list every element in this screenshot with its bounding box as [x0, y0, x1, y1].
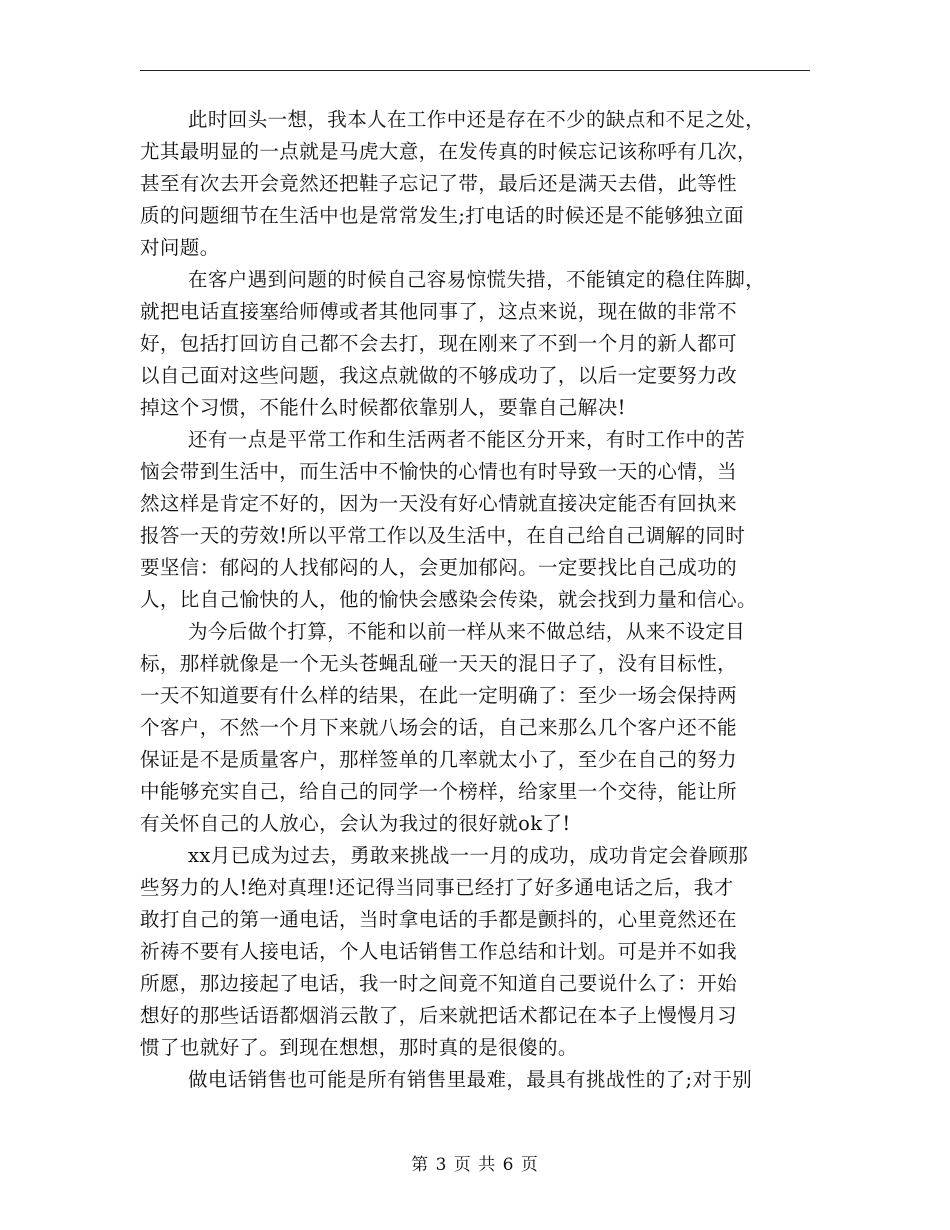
- text-line: 些努力的人!绝对真理!还记得当同事已经打了好多通电话之后，我才: [140, 876, 734, 899]
- text-line: 敢打自己的第一通电话，当时拿电话的手都是颤抖的，心里竟然还在: [140, 908, 738, 931]
- text-line: 以自己面对这些问题，我这点就做的不够成功了，以后一定要努力改: [140, 364, 738, 387]
- text-line: 中能够充实自己，给自己的同学一个榜样，给家里一个交待，能让所: [140, 780, 738, 803]
- header-rule: [140, 70, 810, 71]
- text-line: xx月已成为过去，勇敢来挑战一一月的成功，成功肯定会眷顾那: [188, 844, 749, 867]
- text-line: 个客户，不然一个月下来就八场会的话，自己来那么几个客户还不能: [140, 716, 738, 739]
- text-line: 在客户遇到问题的时候自己容易惊慌失措，不能镇定的稳住阵脚，: [188, 268, 766, 291]
- text-line: 此时回头一想，我本人在工作中还是存在不少的缺点和不足之处，: [188, 108, 766, 131]
- text-line: 人，比自己愉快的人，他的愉快会感染会传染，就会找到力量和信心。: [140, 588, 757, 611]
- text-line: 还有一点是平常工作和生活两者不能区分开来，有时工作中的苦: [188, 428, 746, 451]
- text-line: 报答一天的劳效!所以平常工作以及生活中，在自己给自己调解的同时: [140, 524, 746, 547]
- text-line: 就把电话直接塞给师傅或者其他同事了，这点来说，现在做的非常不: [140, 300, 738, 323]
- text-line: 质的问题细节在生活中也是常常发生;打电话的时候还是不能够独立面: [140, 204, 744, 227]
- text-line: 尤其最明显的一点就是马虎大意，在发传真的时候忘记该称呼有几次，: [140, 140, 757, 163]
- text-line: 惯了也就好了。到现在想想，那时真的是很傻的。: [140, 1036, 578, 1059]
- text-line: 一天不知道要有什么样的结果，在此一定明确了：至少一场会保持两: [140, 684, 738, 707]
- text-line: 要坚信：郁闷的人找郁闷的人，会更加郁闷。一定要找比自己成功的: [140, 556, 738, 579]
- text-line: 好，包括打回访自己都不会去打，现在刚来了不到一个月的新人都可: [140, 332, 738, 355]
- text-line: 保证是不是质量客户，那样签单的几率就太小了，至少在自己的努力: [140, 748, 738, 771]
- text-line: 然这样是肯定不好的，因为一天没有好心情就直接决定能否有回执来: [140, 492, 738, 515]
- text-line: 为今后做个打算，不能和以前一样从来不做总结，从来不设定目: [188, 620, 746, 643]
- text-line: 对问题。: [140, 236, 220, 259]
- text-line: 甚至有次去开会竟然还把鞋子忘记了带，最后还是满天去借，此等性: [140, 172, 738, 195]
- text-line: 掉这个习惯，不能什么时候都依靠别人，要靠自己解决!: [140, 396, 626, 419]
- text-line: 标，那样就像是一个无头苍蝇乱碰一天天的混日子了，没有目标性，: [140, 652, 738, 675]
- text-line: 所愿，那边接起了电话，我一时之间竟不知道自己要说什么了：开始: [140, 972, 738, 995]
- text-line: 想好的那些话语都烟消云散了，后来就把话术都记在本子上慢慢月习: [140, 1004, 738, 1027]
- document-body: [140, 104, 812, 1096]
- text-line: 做电话销售也可能是所有销售里最难，最具有挑战性的了;对于别: [188, 1068, 753, 1091]
- text-line: 祈祷不要有人接电话，个人电话销售工作总结和计划。可是并不如我: [140, 940, 738, 963]
- text-line: 有关怀自己的人放心，会认为我过的很好就ok了!: [140, 812, 571, 835]
- text-line: 恼会带到生活中，而生活中不愉快的心情也有时导致一天的心情，当: [140, 460, 738, 483]
- page-number: 第 3 页 共 6 页: [411, 1155, 539, 1175]
